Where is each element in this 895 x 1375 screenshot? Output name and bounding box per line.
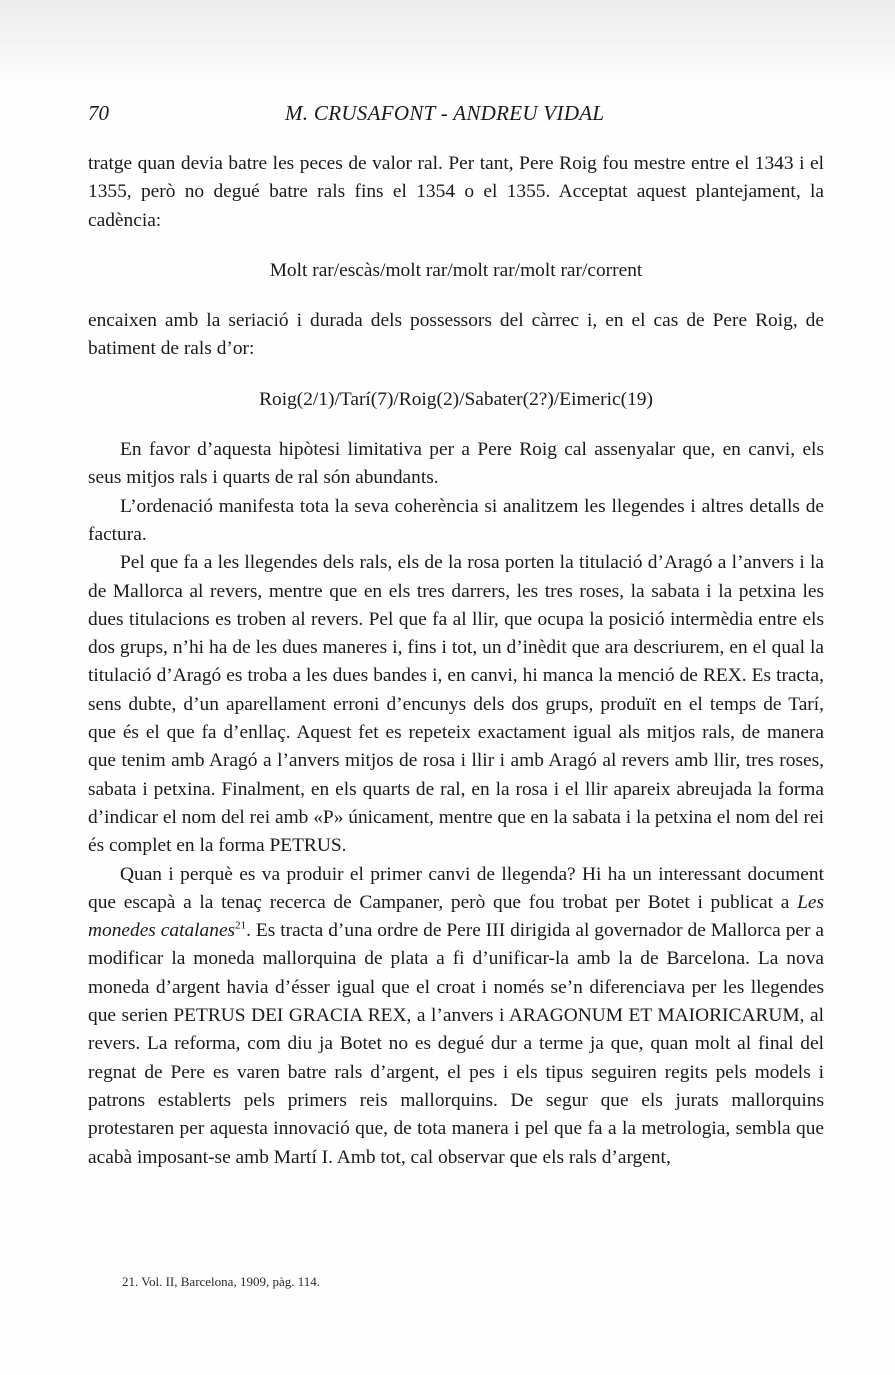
- footnote: 21. Vol. II, Barcelona, 1909, pàg. 114.: [122, 1274, 320, 1289]
- paragraph-4: L’ordenació manifesta tota la seva coherència si analitzem les llegendes i altres detalls de factura.: [88, 495, 824, 545]
- paragraph-6: [88, 861, 824, 1172]
- footnote-ref[interactable]: 21: [235, 919, 247, 932]
- paragraph-6-start: Quan i perquè es va produir el primer canvi de llegenda? Hi ha un interessant document que escapà a la tenaç recerca de Campaner, però que fou trobat per Botet i publicat a: [88, 863, 824, 913]
- page-header: [88, 98, 823, 128]
- body-text: [88, 150, 824, 1172]
- formula-sequence-2: Roig(2/1)/Tarí(7)/Roig(2)/Sabater(2?)/Eimeric(19): [259, 388, 653, 410]
- scan-shadow: [0, 0, 895, 90]
- paragraph-2: encaixen amb la seriació i durada dels possessors del càrrec i, en el cas de Pere Roig, de batiment de rals d’or:: [88, 310, 824, 360]
- book-title: Les monedes catalanes: [88, 891, 824, 942]
- paragraph-1: tratge quan devia batre les peces de valor ral. Per tant, Pere Roig fou mestre entre el 1343 i el 1355, però no degué batre rals fins el 1354 o el 1355. Acceptat aquest plantejament, la cadència:: [88, 153, 824, 231]
- running-title: M. CRUSAFONT - ANDREU VIDAL: [285, 101, 605, 125]
- page-number: 70: [88, 101, 109, 125]
- paragraph-3: En favor d’aquesta hipòtesi limitativa per a Pere Roig cal assenyalar que, en canvi, els seus mitjos rals i quarts de ral són abundants.: [88, 439, 824, 489]
- formula-sequence-1: Molt rar/escàs/molt rar/molt rar/molt rar/corrent: [269, 259, 643, 281]
- paragraph-5: Pel que fa a les llegendes dels rals, els de la rosa porten la titulació d’Aragó a l’anvers i la de Mallorca al revers, mentre que en els tres darrers, les tres roses, la sabata i la petxina les dues titulacions es troben al revers. Pel que fa al llir, que ocupa la posició intermèdia entre els dos grups, n’hi ha de les dues maneres i, fins i tot, un d’inèdit que ara descriurem, en el qual la titulació d’Aragó es troba a les dues bandes i, en canvi, hi manca la menció de REX. Es tracta, sens dubte, d’un aparellament erroni d’encunys dels dos grups, produït en el temps de Tarí, que és el que fa d’enllaç. Aquest fet es repeteix exactament igual als mitjos rals, de manera que tenim amb Aragó a l’anvers mitjos de rosa i llir i amb Aragó al revers amb llir, tres roses, sabata i petxina. Finalment, en els quarts de ral, en la rosa i el llir apareix abreujada la forma d’indicar el nom del rei amb «P» únicament, mentre que en la sabata i la petxina el nom del rei és complet en la forma PETRUS.: [88, 552, 824, 857]
- paragraph-6-end: . Es tracta d’una ordre de Pere III dirigida al governador de Mallorca per a modificar la moneda mallorquina de plata a fi d’unificar-la amb la de Barcelona. La nova moneda d’argent havia d’ésser igual que el croat i només se’n diferenciava per les llegendes que serien PETRUS DEI GRACIA REX, a l’anvers i ARAGONUM ET MAIORICARUM, al revers. La reforma, com diu ja Botet no es degué dur a terme ja que, quan molt al final del regnat de Pere es varen batre rals d’argent, el pes i els tipus seguiren regits pels models i patrons establerts pels primers reis mallorquins. De segur que els jurats mallorquins protestaren per aquesta innovació que, de tota manera i pel que fa a la metrologia, sembla que acabà imposant-se amb Martí I. Amb tot, cal observar que els rals d’argent,: [88, 920, 824, 1168]
